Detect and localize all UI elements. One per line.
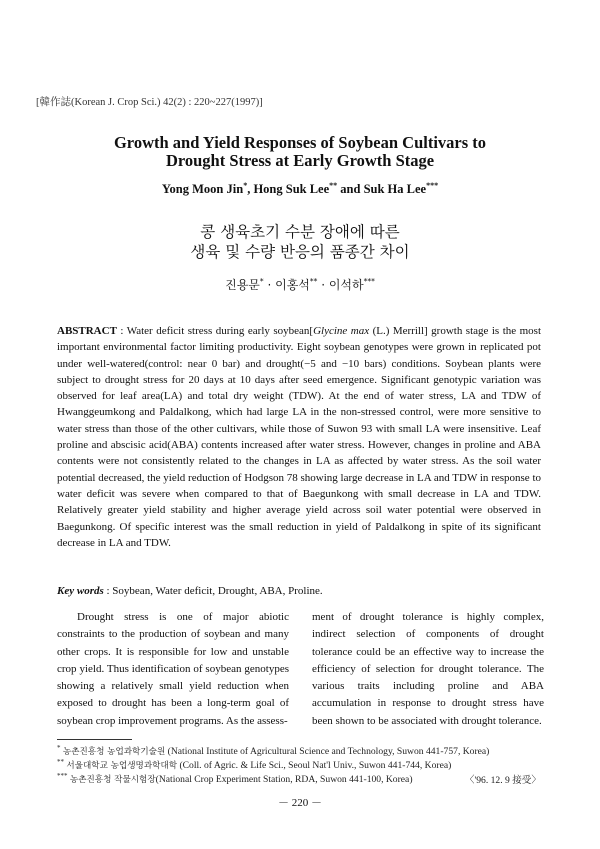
abstract-colon: :	[116, 325, 127, 337]
footnote-2-ko: 서울대학교 농업생명과학대학	[66, 761, 178, 772]
keywords-label: Key words	[57, 585, 104, 597]
author-1: Yong Moon Jin	[161, 182, 244, 197]
author-ko-2: 이홍석	[275, 278, 310, 292]
footnote-3-en: (National Crop Experiment Station, RDA, Suwon 441-100, Korea)	[155, 774, 413, 786]
footnote-1-en: (National Institute of Agricultural Science and Technology, Suwon 441-757, Korea)	[165, 746, 490, 758]
footnote-3-marker: ***	[57, 772, 68, 780]
footnote-1-marker: *	[57, 744, 61, 752]
footnote-2-en: (Coll. of Agric. & Life Sci., Seoul Nat'l Univ., Suwon 441-744, Korea)	[177, 760, 452, 772]
keywords-text: : Soybean, Water deficit, Drought, ABA, Proline.	[103, 585, 323, 597]
title-ko-line2: 생육 및 수량 반응의 품종간 차이	[190, 243, 410, 261]
author-2-marker: **	[329, 181, 338, 190]
footnote-2-marker: **	[57, 758, 64, 766]
footnote-1	[57, 744, 489, 757]
received-date: 〈'96. 12. 9 接受〉	[464, 775, 541, 786]
author-ko-1-marker: *	[259, 277, 264, 286]
author-ko-3-marker: ***	[363, 277, 375, 286]
title-en-line2: Drought Stress at Early Growth Stage	[165, 151, 435, 170]
footnote-1-ko: 농촌진흥청 농업과학기술원	[62, 747, 166, 758]
author-ko-2-marker: **	[309, 277, 318, 286]
body-column-left: Drought stress is one of major abiotic constraints to the production of soybean and many other crops. It is responsible for low and unstable crop yield. Thus identification of soybean genotypes showing a relatively small yield reduction when exposed to drought has been a long-term goal of soybean crop improvement programs. As the assess-	[57, 611, 289, 727]
abstract-text-2: (L.) Merrill] growth stage is the most important environmental factor limiting productivity. Eight soybean genotypes were grown in replicated pot under well-watered(control: near 0 bar) and drought(−5 and −10 bars) conditions. Soybean plants were subject to drought stress for 20 days at 10 days after seed emergence. Significant genotypic variation was observed for leaf area(LA) and total dry weight (TDW). At the end of water stress, LA and TDW of Hwanggeumkong and Paldalkong, which had large LA in the non-stressed control, were more sensitive to water stress than those of the other cultivars, while those of Suwon 93 with small LA were insensitive. Leaf proline and abscisic acid(ABA) contents increased after water stress. However, changes in proline and ABA contents were not consistently related to the changes in LA as affected by water stress. As the soil water potential decreased, the yield reduction of Hodgson 78 showing large decrease in LA and TDW in response to water deficit was severe when compared to that of Baegunkong with small decrease in LA and TDW. Relatively greater yield stability and higher average yield across soil water potential were observed in Baegunkong. Of specific interest was the small reduction in yield of Paldalkong in spite of its significant decrease in LA and TDW.	[57, 325, 542, 549]
author-3-marker: ***	[426, 181, 439, 190]
page-number: － 220 －	[278, 797, 322, 809]
author-2: Hong Suk Lee	[253, 182, 330, 197]
author-sep: and	[337, 182, 364, 197]
footnote-2	[57, 758, 451, 771]
title-en-line1: Growth and Yield Responses of Soybean Cultivars to	[113, 133, 487, 152]
authors-en	[0, 181, 600, 197]
title-ko-line1: 콩 생육초기 수분 장애에 따른	[200, 223, 400, 241]
author-ko-sep: ·	[317, 278, 329, 292]
abstract-label: ABSTRACT	[57, 325, 117, 337]
author-ko-1: 진용문	[225, 278, 260, 292]
keywords	[57, 585, 541, 597]
abstract	[57, 323, 541, 551]
journal-citation: [韓作誌(Korean J. Crop Sci.) 42(2) : 220~227(1997)]	[36, 97, 263, 108]
author-ko-sep: ·	[263, 278, 276, 292]
author-1-marker: *	[243, 181, 248, 190]
authors-ko	[0, 276, 600, 293]
body-column-right: ment of drought tolerance is highly complex, indirect selection of components of drought tolerance could be an effective way to increase the efficiency of selection for drought tolerance. The various traits including proline and ABA accumulation in response to drought stress have been shown to be associated with drought tolerance.	[312, 611, 544, 727]
abstract-species: Glycine max	[313, 325, 370, 337]
author-3: Suk Ha Lee	[363, 182, 427, 197]
footnote-3-ko: 농촌진흥청 작물시험장	[69, 775, 156, 786]
abstract-text-1: Water deficit stress during early soybean[	[126, 325, 314, 337]
author-sep: ,	[247, 182, 254, 197]
footnote-divider	[57, 739, 132, 740]
footnote-3	[57, 772, 413, 785]
author-ko-3: 이석하	[328, 278, 364, 292]
